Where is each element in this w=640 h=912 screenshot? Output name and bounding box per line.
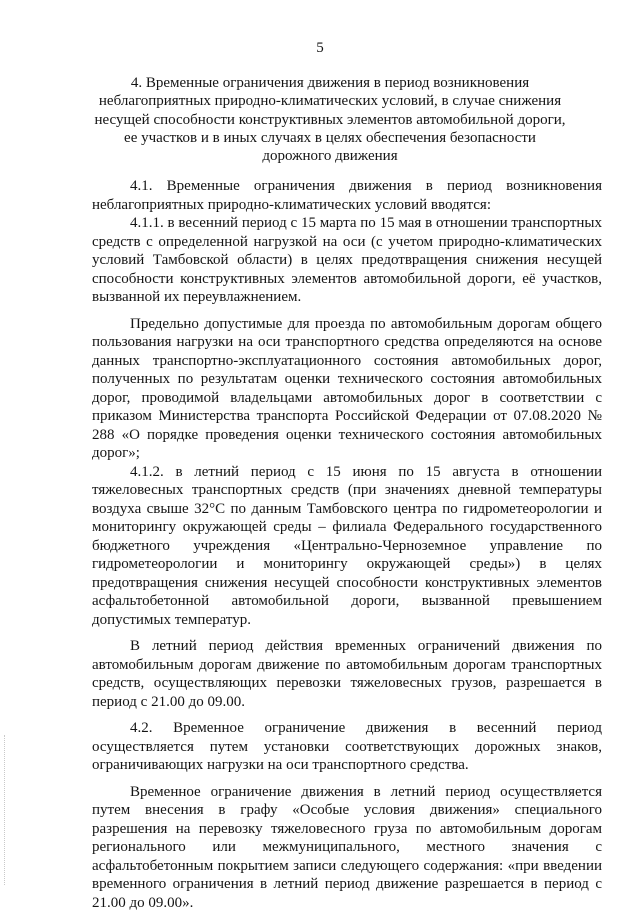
paragraph-summer-restriction: Временное ограничение движения в летний период осуществляется путем внесения в графу «Особые условия движения» специального разрешения на перевозку тяжеловесного груза по автомобильным дорогам регионального или межмуниципального, местного значения с асфальтобетонным покрытием записи следующего содержания: «при введении временного ограничения в летний период движение разрешается в период с 21.00 до 09.00».: [92, 783, 602, 912]
paragraph-axle-loads: Предельно допустимые для проезда по автомобильным дорогам общего пользования нагрузки на оси транспортного средства определяются на основе данных транспортно-эксплуатационного состояния автомобильных дорог, полученных по результатам оценки технического состояния автомобильных дорог, проводимой владельцами автомобильных дорог в соответствии с приказом Министерства транспорта Российской Федерации от 07.08.2020 № 288 «О порядке проведения оценки технического состояния автомобильных дорог»;: [92, 315, 602, 463]
paragraph-summer-period: В летний период действия временных ограничений движения по автомобильным дорогам движение по автомобильным дорогам транспортных средств, осуществляющих перевозки тяжеловесных грузов, разрешается в период с 21.00 до 09.00.: [92, 637, 602, 711]
paragraph-4-2: 4.2. Временное ограничение движения в весенний период осуществляется путем установки соответствующих дорожных знаков, ограничивающих нагрузки на оси транспортного средства.: [92, 719, 602, 775]
paragraph-4-1-2: 4.1.2. в летний период с 15 июня по 15 августа в отношении тяжеловесных транспортных средств (при значениях дневной температуры воздуха свыше 32°С по данным Тамбовского центра по гидрометеорологии и мониторингу окружающей среды – филиала Федерального государственного бюджетного учреждения «Центрально-Черноземное управление по гидрометеорологии и мониторингу окружающей среды») в целях предотвращения снижения несущей способности конструктивных элементов асфальтобетонной автомобильной дороги, вызванной превышением допустимых температур.: [92, 463, 602, 630]
section-heading: 4. Временные ограничения движения в период возникновения неблагоприятных природно-климатических условий, в случае снижения несущей способности конструктивных элементов автомобильной дороги, ее участков и в иных случаях в целях обеспечения безопасности дорожного движения: [92, 74, 568, 165]
section-body: [92, 177, 602, 912]
page-number: 5: [0, 40, 640, 57]
paragraph-4-1: 4.1. Временные ограничения движения в период возникновения неблагоприятных природно-климатических условий вводятся:: [92, 177, 602, 214]
scan-margin-marks: [4, 735, 7, 885]
paragraph-4-1-1: 4.1.1. в весенний период с 15 марта по 15 мая в отношении транспортных средств с определенной нагрузкой на оси (с учетом природно-климатических условий Тамбовской области) в целях предотвращения снижения несущей способности конструктивных элементов автомобильной дороги, её участков, вызванной их переувлажнением.: [92, 214, 602, 307]
